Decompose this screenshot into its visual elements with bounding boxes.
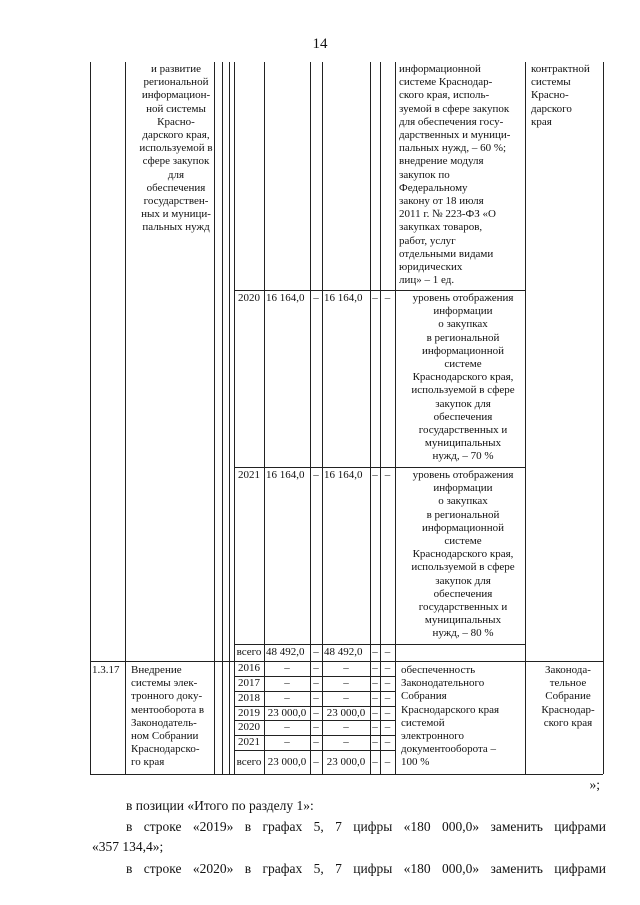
local-cell: –	[372, 692, 378, 704]
federal-cell: –	[313, 721, 319, 733]
regional-cell: –	[343, 721, 349, 733]
extra-cell: –	[384, 646, 391, 658]
total-cell: –	[284, 662, 290, 674]
local-cell: –	[372, 721, 378, 733]
local-cell: –	[372, 755, 378, 768]
federal-cell: –	[313, 677, 319, 689]
regional-cell: 23 000,0	[326, 755, 366, 768]
local-cell: –	[372, 662, 378, 674]
total-cell: 48 492,0	[266, 646, 305, 658]
federal-cell: –	[313, 736, 319, 748]
federal-cell: –	[313, 707, 319, 719]
paragraph-2020-line1: в строке «2020» в графах 5, 7 цифры «180 000,0» заменить цифрами	[126, 861, 606, 876]
total-cell: –	[284, 677, 290, 689]
year-cell: 2020	[238, 292, 260, 304]
extra-cell: –	[384, 469, 391, 481]
total-cell: 23 000,0	[267, 707, 307, 719]
regional-cell: –	[343, 736, 349, 748]
year-cell: 2019	[238, 707, 260, 719]
year-cell: 2016	[238, 662, 260, 674]
federal-cell: –	[313, 755, 319, 768]
year-cell: 2017	[238, 677, 260, 689]
regional-cell: 48 492,0	[324, 646, 363, 658]
regional-cell: –	[343, 677, 349, 689]
total-cell: 16 164,0	[266, 292, 305, 304]
row-divider	[234, 644, 525, 645]
row-divider	[234, 750, 395, 751]
table-column-border	[264, 62, 265, 774]
year-cell: 2018	[238, 692, 260, 704]
measure-name: Внедрение системы элек- тронного доку- ментооборота в Законодатель- ном Собрании Краснодарско- го края	[131, 664, 205, 769]
year-cell: всего	[236, 755, 262, 768]
extra-cell: –	[384, 707, 391, 719]
table-column-border	[229, 62, 230, 774]
closing-quote: »;	[589, 777, 600, 792]
regional-cell: –	[343, 692, 349, 704]
local-cell: –	[372, 292, 378, 304]
year-cell: 2021	[238, 469, 260, 481]
total-cell: –	[284, 721, 290, 733]
local-cell: –	[372, 707, 378, 719]
federal-cell: –	[313, 662, 319, 674]
extra-cell: –	[384, 755, 391, 768]
indicator-text: уровень отображения информации о закупках в региональной информационной системе Краснодарского края, используемой в сфере закупок для обеспечения государственных и муниципальных нужд, – 70 %	[411, 292, 515, 463]
table-column-border	[395, 62, 396, 774]
regional-cell: 16 164,0	[324, 469, 363, 481]
extra-cell: –	[384, 292, 391, 304]
extra-cell: –	[384, 736, 391, 748]
federal-cell: –	[313, 292, 319, 304]
extra-cell: –	[384, 721, 391, 733]
paragraph-2019-line2: «357 134,4»;	[92, 839, 164, 854]
year-cell: всего	[236, 646, 262, 658]
extra-cell: –	[384, 692, 391, 704]
executor: Законода- тельное Собрание Краснодар- ского края	[541, 664, 595, 729]
total-cell: –	[284, 692, 290, 704]
local-cell: –	[372, 677, 378, 689]
indicator-text: уровень отображения информации о закупках в региональной информационной системе Краснодарского края, используемой в сфере закупок для обеспечения государственных и муниципальных нужд, – 80 %	[411, 469, 515, 640]
federal-cell: –	[313, 469, 319, 481]
local-cell: –	[372, 736, 378, 748]
total-cell: –	[284, 736, 290, 748]
year-cell: 2021	[238, 736, 260, 748]
table-column-border	[125, 62, 126, 774]
page-number: 14	[312, 36, 328, 52]
local-cell: –	[372, 469, 378, 481]
regional-cell: 16 164,0	[324, 292, 363, 304]
regional-cell: 23 000,0	[326, 707, 366, 719]
local-cell: –	[372, 646, 378, 658]
total-cell: 16 164,0	[266, 469, 305, 481]
paragraph-2019-line1: в строке «2019» в графах 5, 7 цифры «180 000,0» заменить цифрами	[126, 819, 606, 834]
table-column-border	[222, 62, 223, 774]
federal-cell: –	[313, 692, 319, 704]
year-cell: 2020	[238, 721, 260, 733]
table-bottom-border	[90, 774, 603, 775]
measure-name-cont: и развитие региональной информацион- ной системы Красно- дарского края, используемой в сфере закупок для обеспечения государствен- ных и муници- пальных нужд	[139, 63, 213, 234]
indicator-text-cont: информационной системе Краснодар- ского края, исполь- зуемой в сфере закупок для обеспечения госу- дарственных и муници- пальных нужд, – 60 %; внедрение модуля закупок по Федеральному закону от 18 июля 2011 г. № 223-ФЗ «О закупках товаров, работ, услуг отдельными видами юридических лиц» – 1 ед.	[399, 63, 511, 287]
federal-cell: –	[313, 646, 319, 658]
extra-cell: –	[384, 662, 391, 674]
item-number: 1.3.17	[92, 664, 120, 676]
regional-cell: –	[343, 662, 349, 674]
row-divider	[234, 290, 525, 291]
executor-cont: контрактной системы Красно- дарского края	[531, 63, 590, 128]
indicator-text: обеспеченность Законодательного Собрания Краснодарского края системой электронного документооборота – 100 %	[401, 664, 500, 769]
extra-cell: –	[384, 677, 391, 689]
row-divider	[234, 467, 525, 468]
total-cell: 23 000,0	[267, 755, 307, 768]
table-column-border	[90, 62, 91, 774]
table-column-border	[322, 62, 323, 774]
paragraph-itogo: в позиции «Итого по разделу 1»:	[126, 798, 314, 813]
